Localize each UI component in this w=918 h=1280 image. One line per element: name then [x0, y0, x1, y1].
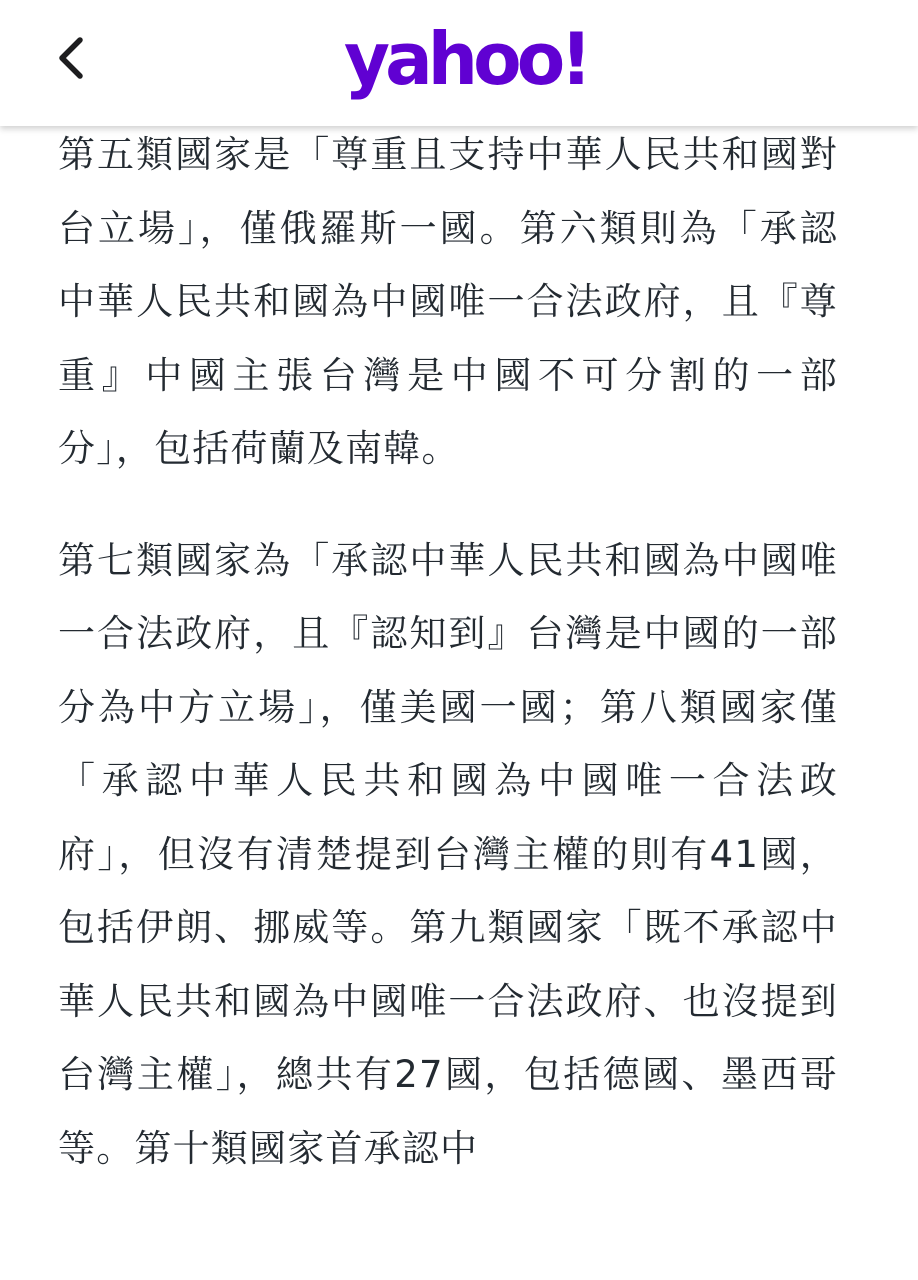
chevron-left-icon [54, 36, 94, 80]
back-button[interactable] [44, 28, 104, 88]
article-paragraph: 第七類國家為「承認中華人民共和國為中國唯一合法政府，且『認知到』台灣是中國的一部分為中方立場」，僅美國一國；第八類國家僅「承認中華人民共和國為中國唯一合法政府」，但沒有清楚提到台灣主權的則有41國，包括伊朗、挪威等。第九類國家「既不承認中華人民共和國為中國唯一合法政府、也沒提到台灣主權」，總共有27國，包括德國、墨西哥等。第十類國家首承認中 [58, 538, 838, 1170]
article-body [58, 118, 838, 1185]
yahoo-logo[interactable]: yahoo! [344, 17, 588, 101]
top-navigation-bar [0, 0, 918, 126]
article-paragraph: 第五類國家是「尊重且支持中華人民共和國對台立場」，僅俄羅斯一國。第六類則為「承認中華人民共和國為中國唯一合法政府，且『尊重』中國主張台灣是中國不可分割的一部分」，包括荷蘭及南韓。 [58, 133, 838, 470]
